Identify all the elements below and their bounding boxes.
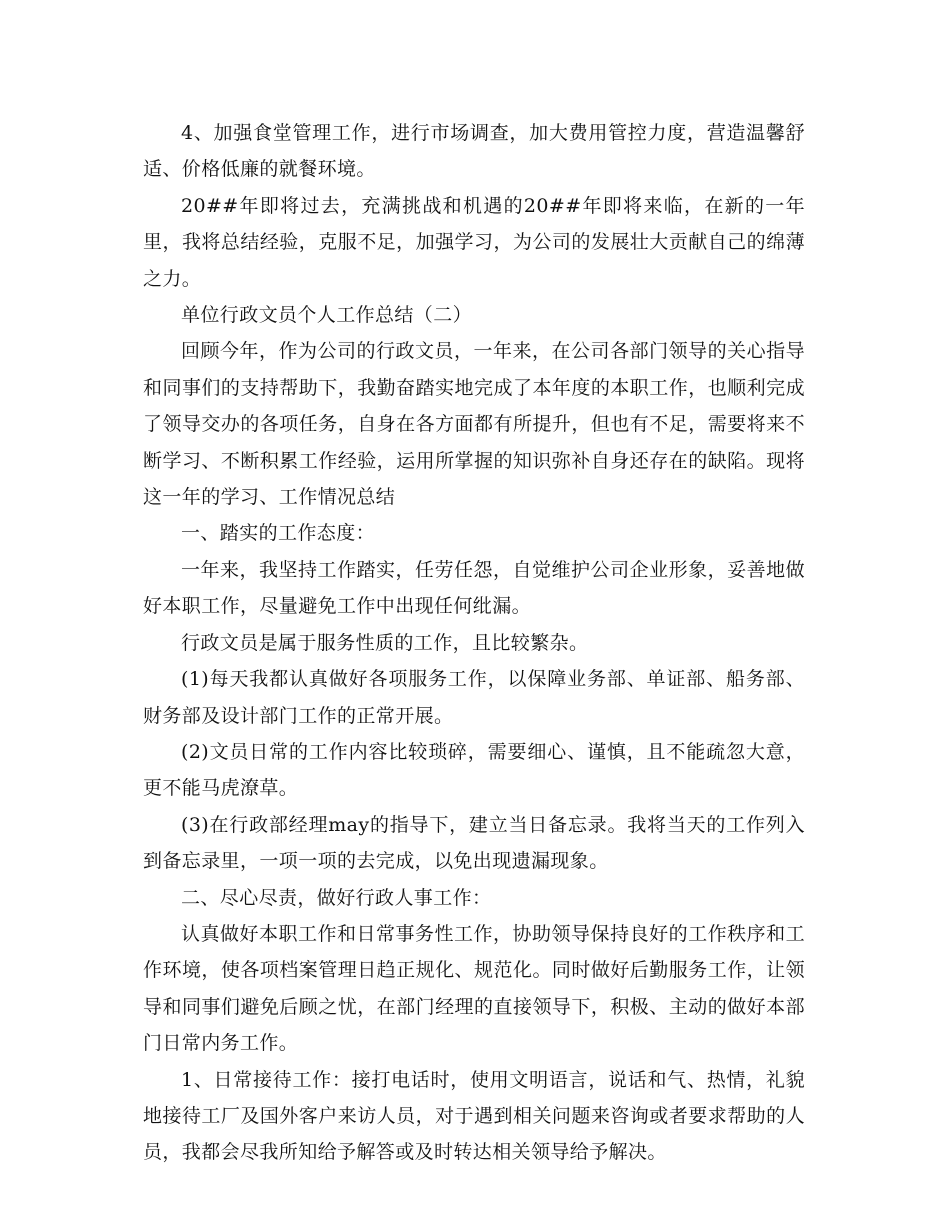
paragraph-attitude-detail: 一年来，我坚持工作踏实，任劳任怨，自觉维护公司企业形象，妥善地做好本职工作，尽量避免工作中出现任何纰漏。 bbox=[143, 558, 805, 618]
paragraph-review: 回顾今年，作为公司的行政文员，一年来，在公司各部门领导的关心指导和同事们的支持帮助下，我勤奋踏实地完成了本年度的本职工作，也顺利完成了领导交办的各项任务，自身在各方面都有所提升，但也有不足，需要将来不断学习、不断积累工作经验，运用所掌握的知识弥补自身还存在的缺陷。现将这一年的学习、工作情况总结 bbox=[143, 340, 805, 509]
paragraph-canteen-management: 4、加强食堂管理工作，进行市场调查，加大费用管控力度，营造温馨舒适、价格低廉的就餐环境。 bbox=[143, 122, 805, 181]
list-item-3: (3)在行政部经理may的指导下，建立当日备忘录。我将当天的工作列入到备忘录里，一项一项的去完成，以免出现遗漏现象。 bbox=[143, 813, 805, 873]
heading-work-attitude: 一、踏实的工作态度： bbox=[181, 522, 376, 545]
document-page bbox=[143, 115, 805, 1171]
heading-admin-hr: 二、尽心尽责，做好行政人事工作： bbox=[181, 886, 492, 909]
list-item-1: (1)每天我都认真做好各项服务工作，以保障业务部、单证部、船务部、财务部及设计部门工作的正常开展。 bbox=[143, 668, 805, 727]
section-title: 单位行政文员个人工作总结（二） bbox=[181, 304, 473, 327]
paragraph-admin-detail: 认真做好本职工作和日常事务性工作，协助领导保持良好的工作秩序和工作环境，使各项档案管理日趋正规化、规范化。同时做好后勤服务工作，让领导和同事们避免后顾之忧，在部门经理的直接领导下，积极、主动的做好本部门日常内务工作。 bbox=[143, 922, 805, 1055]
paragraph-service-nature: 行政文员是属于服务性质的工作，且比较繁杂。 bbox=[181, 631, 589, 654]
list-item-2: (2)文员日常的工作内容比较琐碎，需要细心、谨慎，且不能疏忽大意，更不能马虎潦草。 bbox=[143, 740, 805, 800]
paragraph-year-outlook: 20##年即将过去，充满挑战和机遇的20##年即将来临，在新的一年里，我将总结经验，克服不足，加强学习，为公司的发展壮大贡献自己的绵薄之力。 bbox=[143, 194, 805, 290]
paragraph-reception: 1、日常接待工作：接打电话时，使用文明语言，说话和气、热情，礼貌地接待工厂及国外客户来访人员，对于遇到相关问题来咨询或者要求帮助的人员，我都会尽我所知给予解答或及时转达相关领导给予解决。 bbox=[143, 1068, 805, 1164]
